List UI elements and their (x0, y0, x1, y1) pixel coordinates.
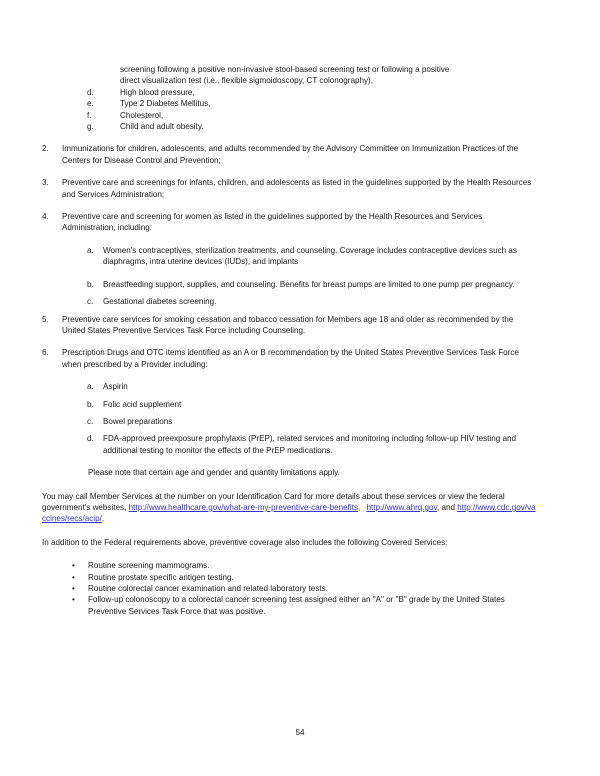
list-item (42, 98, 536, 109)
list-item (42, 381, 536, 392)
list-item (42, 87, 536, 98)
list-item (42, 416, 536, 427)
list-marker: 6. (42, 348, 49, 358)
list-item (42, 594, 536, 617)
list-item-text: Preventive care and screenings for infants, children, and adolescents as listed in the guidelines supported by the Health Resources and Services Administration; (62, 178, 532, 199)
list-item-text: Prescription Drugs and OTC items identified as an A or B recommendation by the United States Preventive Services Task Force when prescribed by a Provider including: (62, 348, 519, 369)
list-item (42, 121, 536, 132)
healthcare-gov-link[interactable]: http://www.healthcare.gov/what-are-my-preventive-care-benefits (128, 502, 359, 512)
list-item-text: Preventive care and screening for women as listed in the guidelines supported by the Health Resources and Services Administration, including: (62, 212, 483, 233)
spacer (42, 548, 536, 560)
list-marker: g. (87, 122, 94, 132)
bullet-icon: • (72, 595, 75, 605)
list-item-5 (42, 314, 536, 337)
list-item-text: Women's contraceptives, sterilization treatments, and counseling. Coverage includes contraceptive devices such as diaphragms, intra uterine devices (IUDs), and implants (103, 245, 517, 267)
spacer (42, 456, 536, 467)
bullet-icon: • (72, 561, 75, 571)
list-item-text: Follow-up colonoscopy to a colorectal cancer screening test assigned either an "A" or "B" grade by the United States Preventive Services Task Force that was positive. (88, 595, 505, 616)
list-marker: a. (87, 382, 94, 392)
list-marker: b. (87, 399, 94, 409)
continued-item-line-2: direct visualization test (i.e., flexible sigmoidoscopy, CT colonography), (120, 76, 373, 86)
list-item (42, 583, 536, 594)
spacer (42, 370, 536, 381)
list-marker: b. (87, 279, 94, 289)
list-item-text: FDA-approved preexposure prophylaxis (PrEP), related services and monitoring including follow-up HIV testing and additional testing to monitor the effects of the PrEP medications. (103, 434, 516, 455)
additional-coverage-paragraph: In addition to the Federal requirements above, preventive coverage also includes the following Covered Services: (42, 537, 448, 547)
list-item (42, 296, 536, 307)
list-item-text: Type 2 Diabetes Mellitus, (120, 99, 211, 109)
spacer (42, 525, 536, 537)
limitations-note-paragraph: Please note that certain age and gender and quantity limitations apply. (88, 468, 340, 478)
list-item (42, 245, 536, 268)
spacer (42, 166, 536, 177)
list-item-4 (42, 211, 536, 234)
list-item-2 (42, 143, 536, 166)
list-item (42, 433, 536, 456)
list-item-text: Folic acid supplement (103, 399, 182, 409)
list-item-3 (42, 177, 536, 200)
link-separator-1: , (358, 502, 361, 512)
spacer (42, 336, 536, 347)
list-item-6 (42, 347, 536, 370)
list-marker: 2. (42, 144, 49, 154)
page-number: 54 (295, 728, 305, 737)
list-marker: a. (87, 245, 94, 255)
list-item-text: Cholesterol, (120, 110, 164, 120)
paragraph-end-period: . (101, 514, 105, 524)
spacer (42, 479, 536, 491)
list-item-text: Routine prostate specific antigen testing. (88, 572, 234, 582)
member-services-text: You may call Member Services at the number on your Identification Card for more details about these services or view the federal government's websites, (42, 491, 505, 512)
list-marker: f. (87, 110, 92, 120)
list-marker: 5. (42, 314, 49, 324)
link-separator-2: , and (437, 502, 456, 512)
spacer (42, 234, 536, 245)
list-item-text: Breastfeeding support, supplies, and counseling. Benefits for breast pumps are limited to one pump per pregnancy. (103, 279, 515, 289)
member-services-paragraph (42, 491, 536, 525)
spacer (42, 200, 536, 211)
list-item (42, 279, 536, 290)
list-marker: 3. (42, 178, 49, 188)
document-body (42, 64, 536, 617)
list-marker: c. (87, 416, 94, 426)
bullet-icon: • (72, 572, 75, 582)
cdc-gov-acip-link[interactable]: http://www.cdc.gov/vaccines/recs/acip/ (42, 502, 536, 524)
ahrq-gov-link[interactable]: http://www.ahrq.gov (366, 502, 437, 512)
list-item-text: Gestational diabetes screening. (103, 297, 217, 307)
list-item-text: Bowel preparations (103, 416, 173, 426)
list-item (42, 110, 536, 121)
list-marker: e. (87, 99, 94, 109)
list-marker: c. (87, 297, 94, 307)
list-item (42, 399, 536, 410)
list-item-text: Child and adult obesity. (120, 122, 204, 132)
spacer (42, 268, 536, 279)
list-marker: 4. (42, 212, 49, 222)
bullet-icon: • (72, 584, 75, 593)
list-item-text: Routine colorectal cancer examination and related laboratory tests. (88, 584, 328, 593)
list-item-text: Preventive care services for smoking cessation and tobacco cessation for Members age 18 and older as recommended by the United States Preventive Services Task Force including Counseling. (62, 314, 514, 335)
continued-item-line-1: screening following a positive non-invasive stool-based screening test or following a positive (120, 65, 450, 74)
list-marker: d. (87, 87, 94, 97)
list-marker: d. (87, 434, 94, 444)
list-item-text: Routine screening mammograms. (88, 561, 210, 571)
continued-item-paragraph (42, 64, 536, 87)
list-item (42, 572, 536, 583)
list-item-text: Aspirin (103, 382, 128, 392)
list-item (42, 560, 536, 571)
list-item-text: Immunizations for children, adolescents, and adults recommended by the Advisory Committee on Immunization Practices of the Centers for Disease Control and Prevention; (62, 144, 519, 165)
spacer (42, 132, 536, 143)
list-item-text: High blood pressure, (120, 87, 195, 97)
